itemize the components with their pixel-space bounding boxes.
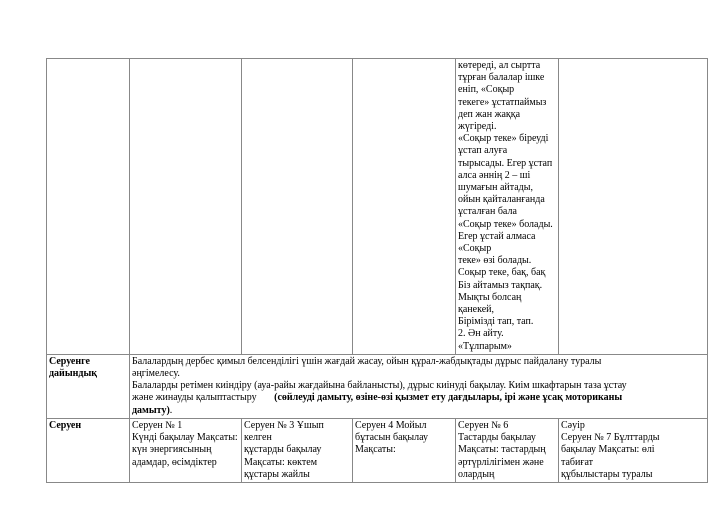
walk-cell xyxy=(242,418,353,482)
prep-line: Балалардың дербес қимыл белсенділігі үшін жағдай жасау, ойын құрал-жабдықтады дұрыс пайдалану туралы xyxy=(132,355,602,367)
text-line: әртүрлілігімен және xyxy=(458,456,544,468)
text-line: Күнді бақылау Мақсаты: xyxy=(132,432,238,444)
game-description-cell xyxy=(456,59,559,355)
walk-cell xyxy=(130,418,242,482)
prep-line: Балаларды ретімен киіндіру (ауа-райы жағдайына байланысты), дұрыс киінуді бақылау. Киім шкафтарын таза ұстау xyxy=(132,380,627,392)
text-line: Тастарды бақылау xyxy=(458,432,536,444)
text-line: Мақсаты: тастардың xyxy=(458,444,546,456)
text-line: келген xyxy=(244,432,272,444)
text-line: ұстап алуға xyxy=(458,145,508,157)
continuation-row xyxy=(47,59,708,355)
empty-cell xyxy=(242,59,353,355)
walk-label: Серуен xyxy=(47,418,130,482)
walk-cell xyxy=(456,418,559,482)
text-line: қанекей, xyxy=(458,304,494,316)
text-line: 2. Ән айту. xyxy=(458,328,504,340)
prep-line: әңгімелесу. xyxy=(132,368,180,380)
text-line: құстарды бақылау xyxy=(244,444,322,456)
text-line: ойын қайталанғанда xyxy=(458,194,545,206)
text-line: Мақсаты: көктем xyxy=(244,456,318,468)
text-line: Соқыр теке, бақ, бақ xyxy=(458,267,546,279)
walk-preparation-row xyxy=(47,354,708,418)
empty-cell xyxy=(130,59,242,355)
text-line: «Соқыр теке» біреуді xyxy=(458,133,549,145)
text-line: Серуен № 7 Бұлттарды xyxy=(561,432,660,444)
text-line: Мықты болсаң xyxy=(458,291,522,303)
text-line: жүгіреді. xyxy=(458,121,497,133)
text-line: құстары жайлы xyxy=(244,468,310,480)
walk-preparation-text xyxy=(130,354,708,418)
walk-row xyxy=(47,418,708,482)
text-line: Мақсаты: xyxy=(355,444,396,456)
text-line: Егер ұстай алмаса xyxy=(458,230,536,242)
text-line: ұсталған бала xyxy=(458,206,517,218)
text-line: тырысады. Егер ұстап xyxy=(458,157,553,169)
empty-cell xyxy=(47,59,130,355)
prep-line: және жинауды қалыптастыру (сөйлеуді дамыту, өзіне-өзі қызмет ету дағдылары, ірі және ұсақ моториканы xyxy=(132,392,623,404)
text-line: олардың xyxy=(458,468,495,480)
text-line: шумағын айтады, xyxy=(458,182,533,194)
text-line: бұтасын бақылау xyxy=(355,432,429,444)
text-line: алса әннің 2 – ші xyxy=(458,169,531,181)
prep-line: дамыту). xyxy=(132,404,173,416)
text-line: «Соқыр теке» болады. xyxy=(458,218,553,230)
text-line: теке» өзі болады. xyxy=(458,255,532,267)
text-line: адамдар, өсімдіктер xyxy=(132,456,217,468)
text-line: Серуен № 6 xyxy=(458,419,509,431)
walk-cell xyxy=(559,418,708,482)
walk-preparation-label: Серуенге дайындық xyxy=(47,354,130,418)
empty-cell xyxy=(353,59,456,355)
text-line: Серуен 4 Мойыл xyxy=(355,419,427,431)
text-line: Біз айтамыз тақпақ. xyxy=(458,279,543,291)
text-line: көтереді, ал сыртта xyxy=(458,60,541,71)
text-line: бақылау Мақсаты: өлі xyxy=(561,444,655,456)
text-line: деп жан жаққа xyxy=(458,108,521,120)
text-line: «Тұлпарым» xyxy=(458,340,512,352)
daily-plan-table xyxy=(46,58,708,483)
empty-cell xyxy=(559,59,708,355)
text-line: құбылыстары туралы xyxy=(561,468,653,480)
walk-cell xyxy=(353,418,456,482)
text-line: күн энергиясының xyxy=(132,444,212,456)
text-line: тұрған балалар ішке xyxy=(458,72,545,84)
text-line: Бірімізді тап, тап. xyxy=(458,316,534,328)
text-line: табиғат xyxy=(561,456,594,468)
text-line: Серуен № 1 xyxy=(132,419,183,431)
text-line: текеге» ұстатпаймыз xyxy=(458,96,547,108)
text-line: Сәуір xyxy=(561,419,585,431)
text-line: еніп, «Соқыр xyxy=(458,84,515,96)
game-description-text xyxy=(458,60,556,353)
text-line: «Соқыр xyxy=(458,243,492,255)
text-line: Серуен № 3 Ұшып xyxy=(244,419,324,431)
